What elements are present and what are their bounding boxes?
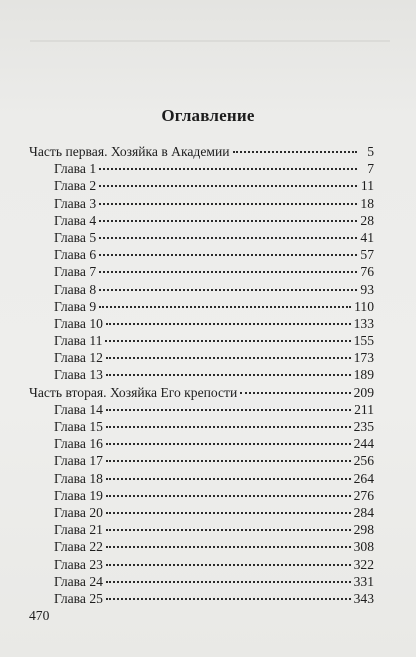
dot-leader — [99, 168, 357, 170]
toc-page-number: 173 — [353, 350, 374, 366]
toc-page-number: 155 — [353, 333, 374, 349]
toc-page-number: 264 — [353, 470, 374, 486]
dot-leader — [106, 546, 351, 548]
toc-chapter — [29, 470, 374, 487]
dot-leader — [99, 203, 357, 205]
toc-page-number: 11 — [360, 178, 374, 194]
toc-page-number: 133 — [353, 315, 374, 331]
toc-chapter-label: Глава 13 — [54, 367, 103, 383]
dot-leader — [106, 460, 351, 462]
toc-chapter — [29, 418, 374, 435]
toc-chapter-label: Глава 4 — [54, 212, 97, 228]
toc-page-number: 322 — [353, 556, 374, 572]
toc-page-number: 76 — [360, 264, 374, 280]
toc-page-number: 256 — [353, 453, 374, 469]
toc-chapter-label: Глава 1 — [54, 161, 97, 177]
dot-leader — [106, 564, 351, 566]
dot-leader — [233, 151, 357, 153]
toc-chapter-label: Глава 19 — [54, 487, 103, 503]
toc-chapter — [29, 521, 374, 538]
toc-page-number: 331 — [353, 573, 374, 589]
toc-chapter-label: Глава 7 — [54, 264, 97, 280]
toc-page-number: 18 — [360, 195, 374, 211]
toc-chapter-label: Глава 22 — [54, 539, 103, 555]
toc-chapter — [29, 195, 374, 212]
toc-chapter — [29, 349, 374, 366]
toc-chapter — [29, 556, 374, 573]
dot-leader — [106, 529, 351, 531]
dot-leader — [106, 409, 351, 411]
dot-leader — [99, 306, 351, 308]
dot-leader — [105, 340, 350, 342]
toc-chapter — [29, 246, 374, 263]
dot-leader — [106, 512, 351, 514]
toc-chapter — [29, 590, 374, 607]
dot-leader — [106, 581, 351, 583]
toc-chapter — [29, 281, 374, 298]
toc-chapter — [29, 229, 374, 246]
toc-chapter — [29, 573, 374, 590]
toc-chapter-label: Глава 12 — [54, 350, 103, 366]
dot-leader — [99, 237, 357, 239]
toc-part-label: Часть вторая. Хозяйка Его крепости — [29, 384, 238, 400]
toc-chapter — [29, 435, 374, 452]
toc-part-1 — [29, 143, 374, 160]
toc-page-number: 57 — [360, 247, 374, 263]
toc-chapter-label: Глава 14 — [54, 401, 103, 417]
toc-page-number: 235 — [353, 419, 374, 434]
page-number: 470 — [29, 608, 50, 623]
toc-chapter — [29, 263, 374, 280]
toc-chapter-label: Глава 15 — [54, 419, 103, 434]
toc-page-number: 284 — [353, 504, 374, 520]
toc-chapter — [29, 538, 374, 555]
dot-leader — [106, 478, 351, 480]
toc-page-number: 244 — [353, 436, 374, 452]
toc-page-number: 93 — [360, 281, 374, 297]
toc-chapter — [29, 177, 374, 194]
toc-page-number: 110 — [354, 298, 374, 314]
toc-chapter — [29, 160, 374, 177]
toc-page-number: 7 — [367, 161, 374, 177]
toc-chapter-label: Глава 8 — [54, 281, 97, 297]
toc-chapter-label: Глава 20 — [54, 504, 103, 520]
toc-page-number: 189 — [353, 367, 374, 383]
toc-chapter — [29, 315, 374, 332]
toc-chapter — [29, 452, 374, 469]
toc-chapter — [29, 332, 374, 349]
toc-chapter-label: Глава 3 — [54, 195, 97, 211]
toc-chapter-label: Глава 23 — [54, 556, 103, 572]
toc-page-number: 298 — [353, 522, 374, 538]
toc-chapter-label: Глава 5 — [54, 229, 97, 245]
dot-leader — [106, 426, 351, 428]
toc-chapter-label: Глава 16 — [54, 436, 103, 452]
page-title: Оглавление — [161, 106, 255, 125]
toc-chapter — [29, 366, 374, 383]
dot-leader — [99, 185, 357, 187]
dot-leader — [106, 443, 351, 445]
dot-leader — [99, 271, 357, 273]
toc-chapter-label: Глава 24 — [54, 573, 103, 589]
dot-leader — [106, 374, 351, 376]
toc-chapter-label: Глава 17 — [54, 453, 103, 469]
toc-chapter — [29, 487, 374, 504]
toc-chapter-label: Глава 25 — [54, 590, 103, 606]
toc-page-number: 209 — [353, 384, 374, 400]
toc-page-number: 41 — [360, 229, 374, 245]
toc-chapter-label: Глава 11 — [54, 333, 103, 349]
toc-chapter-label: Глава 18 — [54, 470, 103, 486]
toc-part-label: Часть первая. Хозяйка в Академии — [29, 144, 230, 159]
dot-leader — [99, 289, 357, 291]
toc-part-2 — [29, 384, 374, 401]
dot-leader — [106, 357, 351, 359]
toc-chapter-label: Глава 9 — [54, 298, 97, 314]
toc-page-number: 276 — [353, 487, 374, 503]
toc-page-number: 343 — [353, 590, 374, 606]
toc-chapter — [29, 298, 374, 315]
toc-chapter-label: Глава 6 — [54, 247, 97, 263]
toc-page-number: 211 — [354, 401, 374, 417]
toc-chapter-label: Глава 10 — [54, 315, 103, 331]
dot-leader — [99, 254, 357, 256]
toc-chapter — [29, 504, 374, 521]
toc-chapter — [29, 212, 374, 229]
show-through-text — [30, 40, 390, 42]
dot-leader — [106, 495, 351, 497]
toc-page-number: 5 — [367, 144, 374, 159]
toc-chapter — [29, 401, 374, 418]
dot-leader — [106, 323, 351, 325]
table-of-contents — [29, 143, 374, 607]
toc-page-number: 308 — [353, 539, 374, 555]
dot-leader — [240, 392, 350, 394]
toc-chapter-label: Глава 21 — [54, 522, 103, 538]
toc-chapter-label: Глава 2 — [54, 178, 97, 194]
dot-leader — [99, 220, 357, 222]
toc-page-number: 28 — [360, 212, 374, 228]
dot-leader — [106, 598, 351, 600]
